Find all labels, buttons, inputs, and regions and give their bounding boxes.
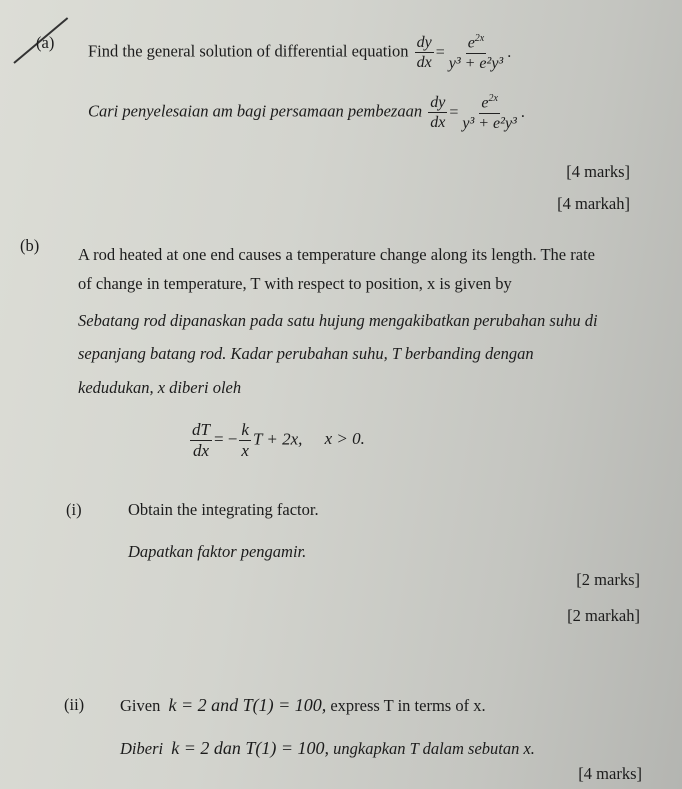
rate-equation: $\frac{dT}{dx}$ = − $\frac{k}{x}$ T + 2x, x > 0. (192, 420, 365, 460)
differential-equation: $\frac{dy}{dx}$ = $\frac{e^{2x}}{\text{y³ + e²y³}}$ . (416, 33, 512, 72)
sub-i-marks-en: [2 marks] (576, 570, 640, 589)
sub-i-text-en: Obtain the integrating factor. (128, 500, 319, 519)
question-text: Find the general solution of differential equation (88, 41, 409, 61)
part-b-intro-ms-1: Sebatang rod dipanaskan pada satu hujung mengakibatkan perubahan suhu di (78, 311, 598, 330)
sub-ii-text-en: Given k = 2 and T(1) = 100, express T in terms of x. (120, 695, 486, 715)
sub-ii-text-ms: Diberi k = 2 dan T(1) = 100, ungkapkan T dalam sebutan x. (120, 738, 535, 758)
sub-i-marks-ms: [2 markah] (567, 606, 640, 625)
differential-equation-ms: $\frac{dy}{dx}$ = $\frac{e^{2x}}{\text{y³ + e²y³}}$ . (430, 93, 525, 132)
sub-i-text-ms: Dapatkan faktor pengamir. (128, 542, 307, 561)
part-b-label: (b) (20, 236, 40, 255)
sub-ii-label: (ii) (64, 695, 85, 714)
part-b-intro-en-1: A rod heated at one end causes a temperature change along its length. The rate (78, 245, 595, 264)
sub-ii-marks-en: [4 marks] (578, 764, 642, 783)
part-b-intro-ms-3: kedudukan, x diberi oleh (78, 378, 242, 397)
part-a-label: (a) (36, 33, 55, 52)
part-a-marks-en: [4 marks] (566, 162, 630, 181)
part-a-marks-ms: [4 markah] (557, 194, 630, 213)
part-b-intro-en-2: of change in temperature, T with respect to position, x is given by (78, 274, 512, 293)
part-a-question-ms (88, 93, 525, 133)
sub-i-label: (i) (66, 500, 82, 519)
part-b-intro-ms-2: sepanjang batang rod. Kadar perubahan suhu, T berbanding dengan (78, 344, 534, 363)
question-text-ms: Cari penyelesaian am bagi persamaan pembezaan (88, 101, 423, 121)
part-a-question-en (88, 33, 511, 73)
